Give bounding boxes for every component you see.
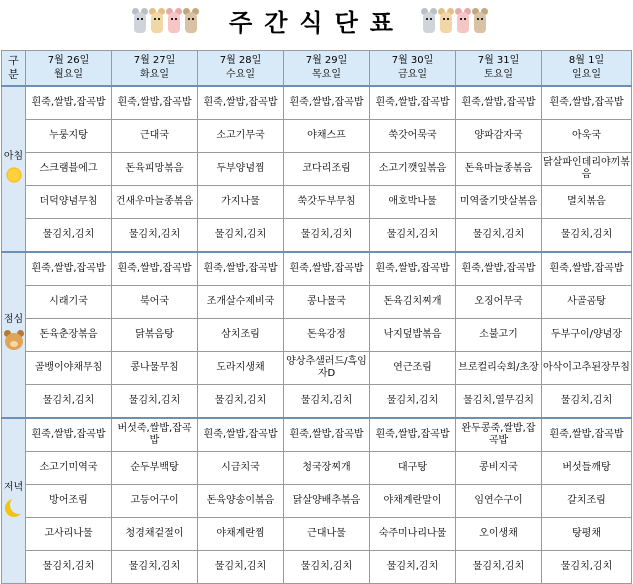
menu-cell: 삼치조림: [198, 319, 284, 352]
menu-cell: 흰죽,쌀밥,잡곡밥: [542, 86, 632, 120]
menu-cell: 돈육춘장볶음: [26, 319, 112, 352]
day-weekday: 화요일: [140, 69, 169, 80]
menu-cell: 물김치,김치: [284, 551, 370, 584]
meal-label-cell: [2, 86, 26, 252]
menu-cell: 완두콩죽,쌀밥,잡곡밥: [456, 418, 542, 452]
menu-cell: 흰죽,쌀밥,잡곡밥: [198, 418, 284, 452]
menu-cell: 콩나물무침: [112, 352, 198, 385]
menu-cell: 흰죽,쌀밥,잡곡밥: [198, 252, 284, 286]
menu-cell: 조개살수제비국: [198, 286, 284, 319]
menu-cell: 흰죽,쌀밥,잡곡밥: [284, 86, 370, 120]
menu-row: [2, 319, 632, 352]
mouse-icon: [184, 8, 198, 34]
menu-cell: 물김치,김치: [456, 551, 542, 584]
menu-cell: 소고기무국: [198, 120, 284, 153]
menu-row: [2, 551, 632, 584]
menu-cell: 고사리나물: [26, 518, 112, 551]
moon-icon: [10, 496, 26, 514]
menu-cell: 흰죽,쌀밥,잡곡밥: [112, 252, 198, 286]
menu-cell: 물김치,김치: [26, 219, 112, 253]
menu-cell: 청경채겉절이: [112, 518, 198, 551]
menu-row: [2, 352, 632, 385]
menu-cell: 물김치,김치: [542, 385, 632, 419]
menu-row: [2, 252, 632, 286]
menu-cell: 흰죽,쌀밥,잡곡밥: [542, 252, 632, 286]
menu-cell: 청국장찌개: [284, 452, 370, 485]
menu-cell: 임연수구이: [456, 485, 542, 518]
day-header: [26, 51, 112, 87]
menu-cell: 애호박나물: [370, 186, 456, 219]
menu-cell: 시래기국: [26, 286, 112, 319]
menu-cell: 낙지덮밥볶음: [370, 319, 456, 352]
menu-cell: 흰죽,쌀밥,잡곡밥: [456, 86, 542, 120]
menu-row: [2, 86, 632, 120]
menu-cell: 고등어구이: [112, 485, 198, 518]
menu-body: [2, 86, 632, 584]
menu-cell: 물김치,김치: [542, 551, 632, 584]
menu-cell: 흰죽,쌀밥,잡곡밥: [370, 252, 456, 286]
menu-cell: 흰죽,쌀밥,잡곡밥: [26, 86, 112, 120]
menu-cell: 근대국: [112, 120, 198, 153]
day-date: 7월 28일: [219, 55, 262, 66]
menu-row: [2, 153, 632, 186]
menu-cell: 물김치,김치: [456, 219, 542, 253]
bear-icon: [3, 330, 25, 352]
menu-cell: 오이생채: [456, 518, 542, 551]
menu-cell: 아욱국: [542, 120, 632, 153]
weekly-menu-table: [1, 50, 632, 584]
menu-row: [2, 518, 632, 551]
meal-name: 저녁: [3, 482, 24, 493]
meal-label-cell: [2, 418, 26, 584]
menu-cell: 돈육마늘종볶음: [456, 153, 542, 186]
corner-label: 구분: [2, 51, 26, 87]
mouse-icon: [167, 8, 181, 34]
day-header: [284, 51, 370, 87]
menu-cell: 물김치,김치: [542, 219, 632, 253]
day-header: [456, 51, 542, 87]
mouse-icon: [456, 8, 470, 34]
menu-cell: 양상추샐러드/흑임자D: [284, 352, 370, 385]
menu-cell: 흰죽,쌀밥,잡곡밥: [370, 86, 456, 120]
menu-cell: 버섯들깨탕: [542, 452, 632, 485]
menu-row: [2, 120, 632, 153]
menu-cell: 돈육양송이볶음: [198, 485, 284, 518]
menu-cell: 물김치,김치: [112, 219, 198, 253]
menu-cell: 야채스프: [284, 120, 370, 153]
menu-cell: 흰죽,쌀밥,잡곡밥: [370, 418, 456, 452]
menu-cell: 물김치,김치: [370, 219, 456, 253]
meal-label-cell: [2, 252, 26, 418]
mouse-icon: [150, 8, 164, 34]
meal-name: 아침: [3, 151, 24, 162]
mouse-icon: [133, 8, 147, 34]
day-weekday: 토요일: [484, 69, 513, 80]
menu-cell: 더덕양념무침: [26, 186, 112, 219]
meal-name: 점심: [3, 314, 24, 325]
day-weekday: 수요일: [226, 69, 255, 80]
menu-cell: 물김치,김치: [198, 551, 284, 584]
mouse-icon: [422, 8, 436, 34]
header-row: [2, 51, 632, 87]
menu-cell: 브로컬리숙회/초장: [456, 352, 542, 385]
menu-cell: 물김치,김치: [370, 385, 456, 419]
menu-cell: 흰죽,쌀밥,잡곡밥: [112, 86, 198, 120]
menu-cell: 두부구이/양념장: [542, 319, 632, 352]
menu-cell: 흰죽,쌀밥,잡곡밥: [542, 418, 632, 452]
day-date: 7월 31일: [477, 55, 520, 66]
menu-cell: 건새우마늘종볶음: [112, 186, 198, 219]
menu-cell: 물김치,김치: [370, 551, 456, 584]
menu-cell: 시금치국: [198, 452, 284, 485]
menu-cell: 연근조림: [370, 352, 456, 385]
menu-cell: 콩나물국: [284, 286, 370, 319]
menu-cell: 근대나물: [284, 518, 370, 551]
menu-cell: 물김치,열무김치: [456, 385, 542, 419]
page-title: 주간식단표: [229, 9, 405, 37]
mouse-icon: [439, 8, 453, 34]
menu-cell: 콩비지국: [456, 452, 542, 485]
menu-cell: 북어국: [112, 286, 198, 319]
menu-row: [2, 186, 632, 219]
day-date: 8월 1일: [568, 55, 605, 66]
menu-cell: 닭볶음탕: [112, 319, 198, 352]
menu-cell: 스크램블에그: [26, 153, 112, 186]
menu-cell: 물김치,김치: [26, 385, 112, 419]
menu-cell: 소고기미역국: [26, 452, 112, 485]
menu-cell: 골뱅이야채무침: [26, 352, 112, 385]
mouse-icon: [473, 8, 487, 34]
day-date: 7월 29일: [305, 55, 348, 66]
menu-cell: 흰죽,쌀밥,잡곡밥: [26, 252, 112, 286]
day-date: 7월 26일: [47, 55, 90, 66]
menu-cell: 닭살파인데리야끼볶음: [542, 153, 632, 186]
menu-cell: 물김치,김치: [26, 551, 112, 584]
day-weekday: 월요일: [54, 69, 83, 80]
menu-cell: 두부양념찜: [198, 153, 284, 186]
menu-cell: 멸치볶음: [542, 186, 632, 219]
day-header: [198, 51, 284, 87]
menu-row: [2, 385, 632, 419]
menu-cell: 미역줄기맛살볶음: [456, 186, 542, 219]
day-header: [542, 51, 632, 87]
menu-cell: 물김치,김치: [112, 385, 198, 419]
day-header: [112, 51, 198, 87]
day-date: 7월 27일: [133, 55, 176, 66]
menu-cell: 흰죽,쌀밥,잡곡밥: [26, 418, 112, 452]
menu-cell: 흰죽,쌀밥,잡곡밥: [284, 252, 370, 286]
menu-cell: 흰죽,쌀밥,잡곡밥: [456, 252, 542, 286]
menu-cell: 아삭이고추된장무침: [542, 352, 632, 385]
menu-cell: 숙주미나리나물: [370, 518, 456, 551]
menu-row: [2, 418, 632, 452]
menu-cell: 사골곰탕: [542, 286, 632, 319]
day-date: 7월 30일: [391, 55, 434, 66]
mouse-icons-right: [422, 8, 487, 34]
menu-cell: 도라지생채: [198, 352, 284, 385]
menu-cell: 흰죽,쌀밥,잡곡밥: [284, 418, 370, 452]
menu-cell: 야채계란찜: [198, 518, 284, 551]
menu-cell: 갈치조림: [542, 485, 632, 518]
menu-cell: 야채계란말이: [370, 485, 456, 518]
menu-cell: 대구탕: [370, 452, 456, 485]
menu-cell: 방어조림: [26, 485, 112, 518]
menu-cell: 가지나물: [198, 186, 284, 219]
title-bar: [0, 0, 633, 46]
day-weekday: 목요일: [312, 69, 341, 80]
menu-cell: 양파감자국: [456, 120, 542, 153]
menu-row: [2, 219, 632, 253]
day-header: [370, 51, 456, 87]
menu-cell: 물김치,김치: [284, 219, 370, 253]
menu-cell: 쑥갓두부무침: [284, 186, 370, 219]
menu-cell: 누룽지탕: [26, 120, 112, 153]
menu-row: [2, 452, 632, 485]
menu-row: [2, 286, 632, 319]
menu-cell: 물김치,김치: [198, 219, 284, 253]
menu-cell: 코다리조림: [284, 153, 370, 186]
menu-cell: 물김치,김치: [198, 385, 284, 419]
menu-cell: 물김치,김치: [112, 551, 198, 584]
mouse-icons-left: [133, 8, 198, 34]
menu-cell: 물김치,김치: [284, 385, 370, 419]
menu-cell: 탕평채: [542, 518, 632, 551]
menu-cell: 오징어무국: [456, 286, 542, 319]
menu-cell: 순두부백탕: [112, 452, 198, 485]
menu-cell: 버섯죽,쌀밥,잡곡밥: [112, 418, 198, 452]
menu-cell: 돈육피망볶음: [112, 153, 198, 186]
day-weekday: 일요일: [572, 69, 601, 80]
menu-cell: 돈육강정: [284, 319, 370, 352]
menu-cell: 돈육김치찌개: [370, 286, 456, 319]
menu-cell: 소고기깻잎볶음: [370, 153, 456, 186]
menu-row: [2, 485, 632, 518]
menu-cell: 닭살양배추볶음: [284, 485, 370, 518]
menu-cell: 소불고기: [456, 319, 542, 352]
day-weekday: 금요일: [398, 69, 427, 80]
menu-cell: 흰죽,쌀밥,잡곡밥: [198, 86, 284, 120]
menu-cell: 쑥갓어묵국: [370, 120, 456, 153]
sun-icon: [6, 167, 22, 183]
